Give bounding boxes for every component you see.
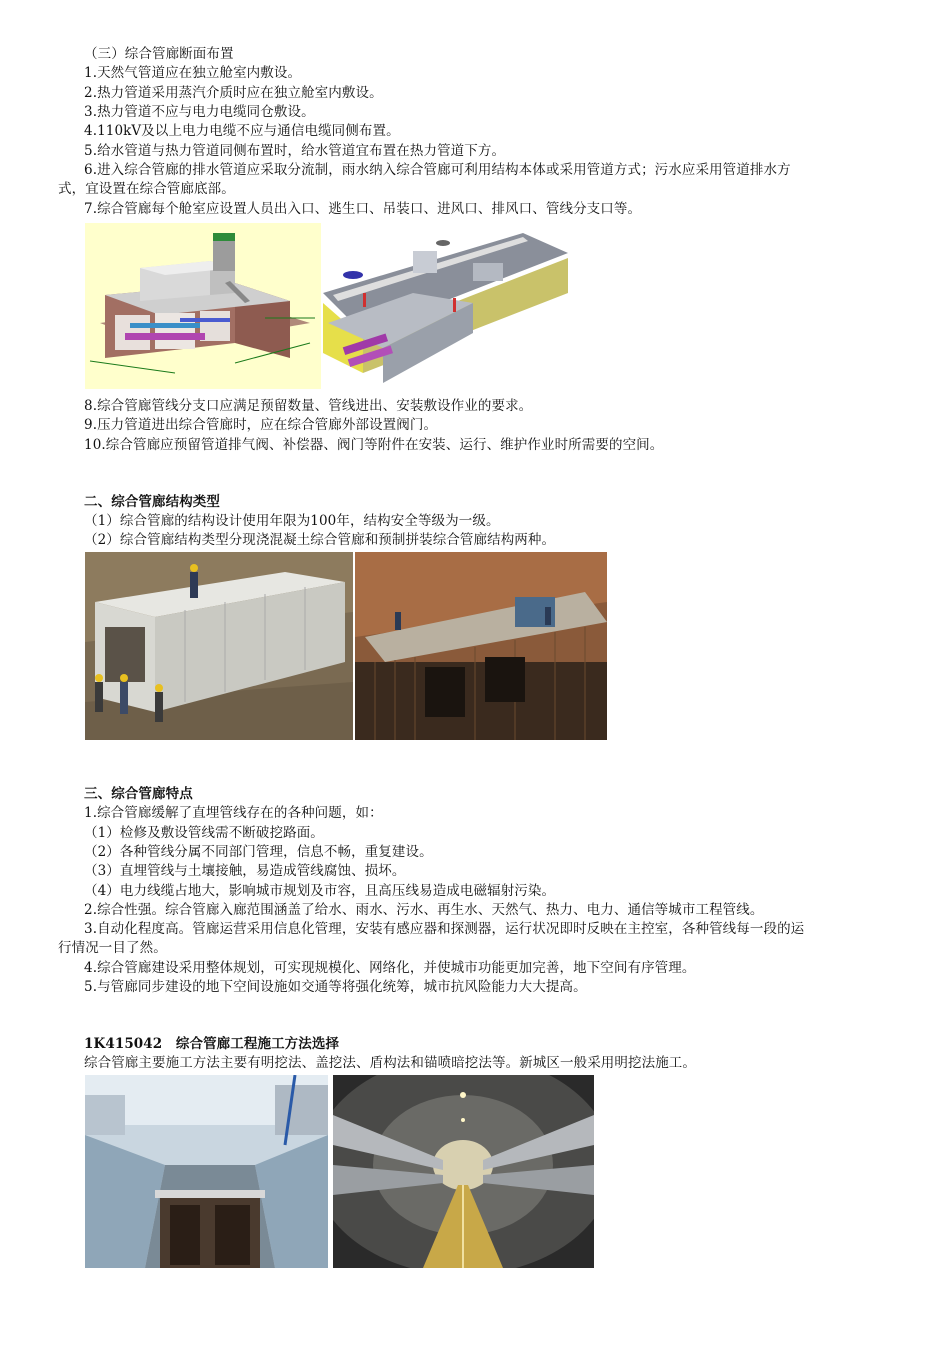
paragraph: 4.综合管廊建设采用整体规划，可实现规模化、网络化，并使城市功能更加完善，地下空间有序管理。: [84, 960, 696, 976]
paragraph: 10.综合管廊应预留管道排气阀、补偿器、阀门等附件在安装、运行、维护作业时所需要的空间。: [84, 437, 664, 453]
photo-open-cut-excavation: [85, 1075, 328, 1268]
cast-in-place-corridor-photo: [355, 552, 607, 740]
paragraph: 3.热力管道不应与电力电缆同仓敷设。: [84, 104, 315, 120]
paragraph: 1.综合管廊缓解了直埋管线存在的各种问题，如：: [84, 805, 383, 821]
paragraph: （2）各种管线分属不同部门管理，信息不畅，重复建设。: [84, 844, 433, 860]
paragraph: （2）综合管廊结构类型分现浇混凝土综合管廊和预制拼装综合管廊结构两种。: [84, 532, 556, 548]
photo-tunnel-interior: [333, 1075, 594, 1268]
figure-corridor-3d-render: [323, 223, 568, 389]
paragraph-continued: 行情况一目了然。: [58, 940, 167, 956]
paragraph: 6.进入综合管廊的排水管道应采取分流制，雨水纳入综合管廊可利用结构本体或采用管道方式；污水应采用管道排水方: [84, 162, 791, 178]
figure-corridor-section-diagram: [85, 223, 321, 389]
corridor-3d-render-image: [323, 223, 568, 389]
methods-heading: 1K415042 综合管廊工程施工方法选择: [84, 1036, 340, 1052]
paragraph: （4）电力线缆占地大，影响城市规划及市容，且高压线易造成电磁辐射污染。: [84, 883, 556, 899]
paragraph: 7.综合管廊每个舱室应设置人员出入口、逃生口、吊装口、进风口、排风口、管线分支口等。: [84, 201, 642, 217]
paragraph: 8.综合管廊管线分支口应满足预留数量、管线进出、安装敷设作业的要求。: [84, 398, 533, 414]
paragraph: （3）直埋管线与土壤接触，易造成管线腐蚀、损坏。: [84, 863, 406, 879]
features-heading: 三、综合管廊特点: [84, 786, 193, 802]
tunnel-interior-photo: [333, 1075, 594, 1268]
paragraph: 4.110kV及以上电力电缆不应与通信电缆同侧布置。: [84, 123, 400, 139]
paragraph: （1）综合管廊的结构设计使用年限为100年，结构安全等级为一级。: [84, 513, 500, 529]
open-cut-excavation-photo: [85, 1075, 328, 1268]
precast-corridor-photo: [85, 552, 353, 740]
paragraph: 2.热力管道采用蒸汽介质时应在独立舱室内敷设。: [84, 85, 383, 101]
paragraph: （1）检修及敷设管线需不断破挖路面。: [84, 825, 324, 841]
paragraph: 9.压力管道进出综合管廊时，应在综合管廊外部设置阀门。: [84, 417, 438, 433]
paragraph: 2.综合性强。综合管廊入廊范围涵盖了给水、雨水、污水、再生水、天然气、热力、电力、通信等城市工程管线。: [84, 902, 764, 918]
paragraph-continued: 式，宜设置在综合管廊底部。: [58, 181, 235, 197]
paragraph: 综合管廊主要施工方法主要有明挖法、盖挖法、盾构法和锚喷暗挖法等。新城区一般采用明挖法施工。: [84, 1055, 696, 1071]
photo-precast-corridor: [85, 552, 353, 740]
paragraph: 1.天然气管道应在独立舱室内敷设。: [84, 65, 302, 81]
photo-cast-in-place-corridor: [355, 552, 607, 740]
corridor-section-diagram-image: [85, 223, 321, 389]
structure-heading: 二、综合管廊结构类型: [84, 494, 220, 510]
paragraph: 5.给水管道与热力管道同侧布置时，给水管道宜布置在热力管道下方。: [84, 143, 506, 159]
paragraph: 3.自动化程度高。管廊运营采用信息化管理，安装有感应器和探测器，运行状况即时反映在主控室，各种管线每一段的运: [84, 921, 805, 937]
paragraph: 5.与管廊同步建设的地下空间设施如交通等将强化统筹，城市抗风险能力大大提高。: [84, 979, 587, 995]
section-3-title: （三）综合管廊断面布置: [84, 46, 234, 62]
